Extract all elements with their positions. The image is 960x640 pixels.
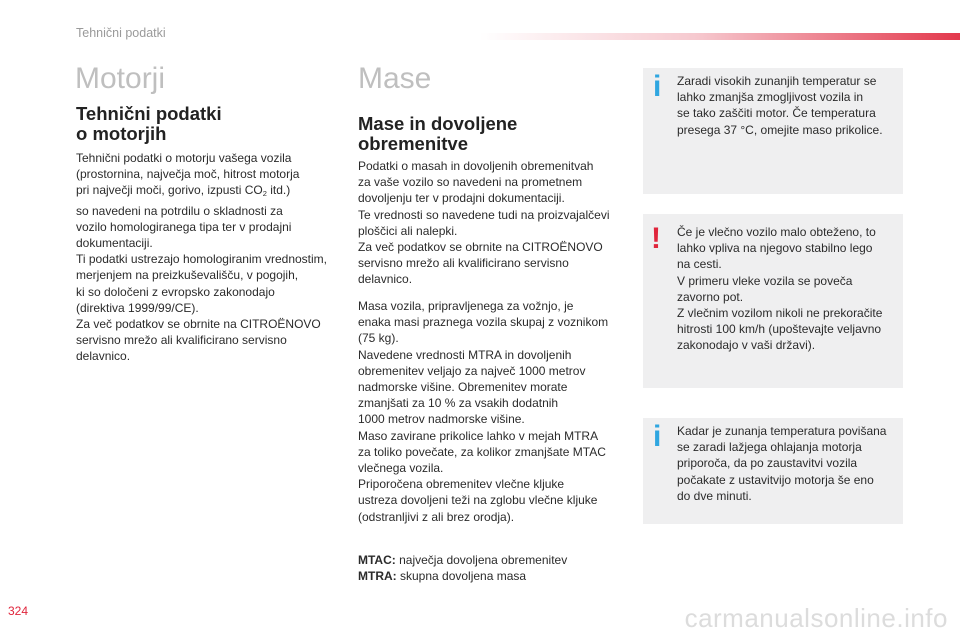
engine-text-a: Tehnični podatki o motorju vašega vozila (prostornina, največja moč, hitrost motorja pri največji moči, gorivo, izpusti CO xyxy=(76,151,300,198)
masses-subtitle-line1: Mase in dovoljene xyxy=(358,113,518,134)
co2-subscript: 2 xyxy=(262,189,267,199)
info-icon: i xyxy=(653,70,662,103)
engine-paragraph xyxy=(76,150,346,365)
motorji-title: Motorji xyxy=(75,62,166,95)
info-note-temperature xyxy=(643,68,903,194)
masses-text-2: Masa vozila, pripravljenega za vožnjo, je enaka masi praznega vozila skupaj z voznikom (75 kg). Navedene vrednosti MTRA in dovoljenih obremenitev veljajo za največ 1000 metrov nadmorske višine. Obremenitev morate zmanjšati za 10 % za vsakih dodatnih 1000 metrov nadmorske višine. Maso zavirane prikolice lahko v mejah MTRA za toliko povečate, za kolikor zmanjšate MTAC vlečnega vozila. Priporočena obremenitev vlečne kljuke ustreza dovoljeni teži na zglobu vlečne kljuke (odstranljivi z ali brez orodja). xyxy=(358,299,609,524)
masses-subtitle xyxy=(358,114,517,154)
warning-icon: ! xyxy=(651,222,661,255)
warning-note-text: Če je vlečno vozilo malo obteženo, to lahko vpliva na njegovo stabilno lego na cesti. V primeru vleke vozila se poveča zavorno pot. Z vlečnim vozilom nikoli ne prekoračite hitrosti 100 km/h (upoštevajte veljavno zakonodajo v vaši državi). xyxy=(677,225,883,353)
page-number: 324 xyxy=(8,604,29,618)
abbrev-legend xyxy=(358,552,567,584)
watermark: carmanualsonline.info xyxy=(684,603,948,633)
info-note-text-1: Zaradi visokih zunanjih temperatur se lahko zmanjša zmogljivost vozila in se tako zaščiti motor. Če temperatura presega 37 °C, omejite maso prikolice. xyxy=(677,74,883,137)
section-header: Tehnični podatki xyxy=(76,26,166,40)
info-note-engine-cooling xyxy=(643,418,903,524)
engine-text-b: itd.) so navedeni na potrdilu o skladnosti za vozilo homologiranega tipa ter v prodajni dokumentaciji. Ti podatki ustrezajo homologiranim vrednostim, merjenjem na preizkuševališču, v pogojih, ki so določeni z evropsko zakonodajo (direktiva 1999/99/CE). Za več podatkov se obrnite na CITROËNOVO servisno mrežo ali kvalificirano servisno delavnico. xyxy=(76,183,327,364)
info-note-text-2: Kadar je zunanja temperatura povišana se zaradi lažjega ohlajanja motorja priporoča, da po zaustavitvi vozila počakate z ustavitvijo motorja še eno do dve minuti. xyxy=(677,424,887,503)
mase-title: Mase xyxy=(358,62,432,95)
mtra-value: skupna dovoljena masa xyxy=(396,569,527,583)
engine-subtitle xyxy=(76,104,222,144)
engine-subtitle-line1: Tehnični podatki xyxy=(76,103,222,124)
warning-note-towing xyxy=(643,214,903,388)
mtac-key: MTAC: xyxy=(358,553,396,567)
masses-paragraph-2 xyxy=(358,298,638,525)
masses-subtitle-line2: obremenitve xyxy=(358,133,469,154)
header-accent-line xyxy=(480,33,960,40)
mtra-key: MTRA: xyxy=(358,569,397,583)
engine-subtitle-line2: o motorjih xyxy=(76,123,167,144)
mtac-value: največja dovoljena obremenitev xyxy=(395,553,568,567)
masses-text-1: Podatki o masah in dovoljenih obremenitvah za vaše vozilo so navedeni na prometnem dovoljenju ter v prodajni dokumentaciji. Te vrednosti so navedene tudi na proizvajalčevi ploščici ali nalepki. Za več podatkov se obrnite na CITROËNOVO servisno mrežo ali kvalificirano servisno delavnico. xyxy=(358,159,610,287)
masses-paragraph-1 xyxy=(358,158,638,288)
info-icon: i xyxy=(653,420,662,453)
